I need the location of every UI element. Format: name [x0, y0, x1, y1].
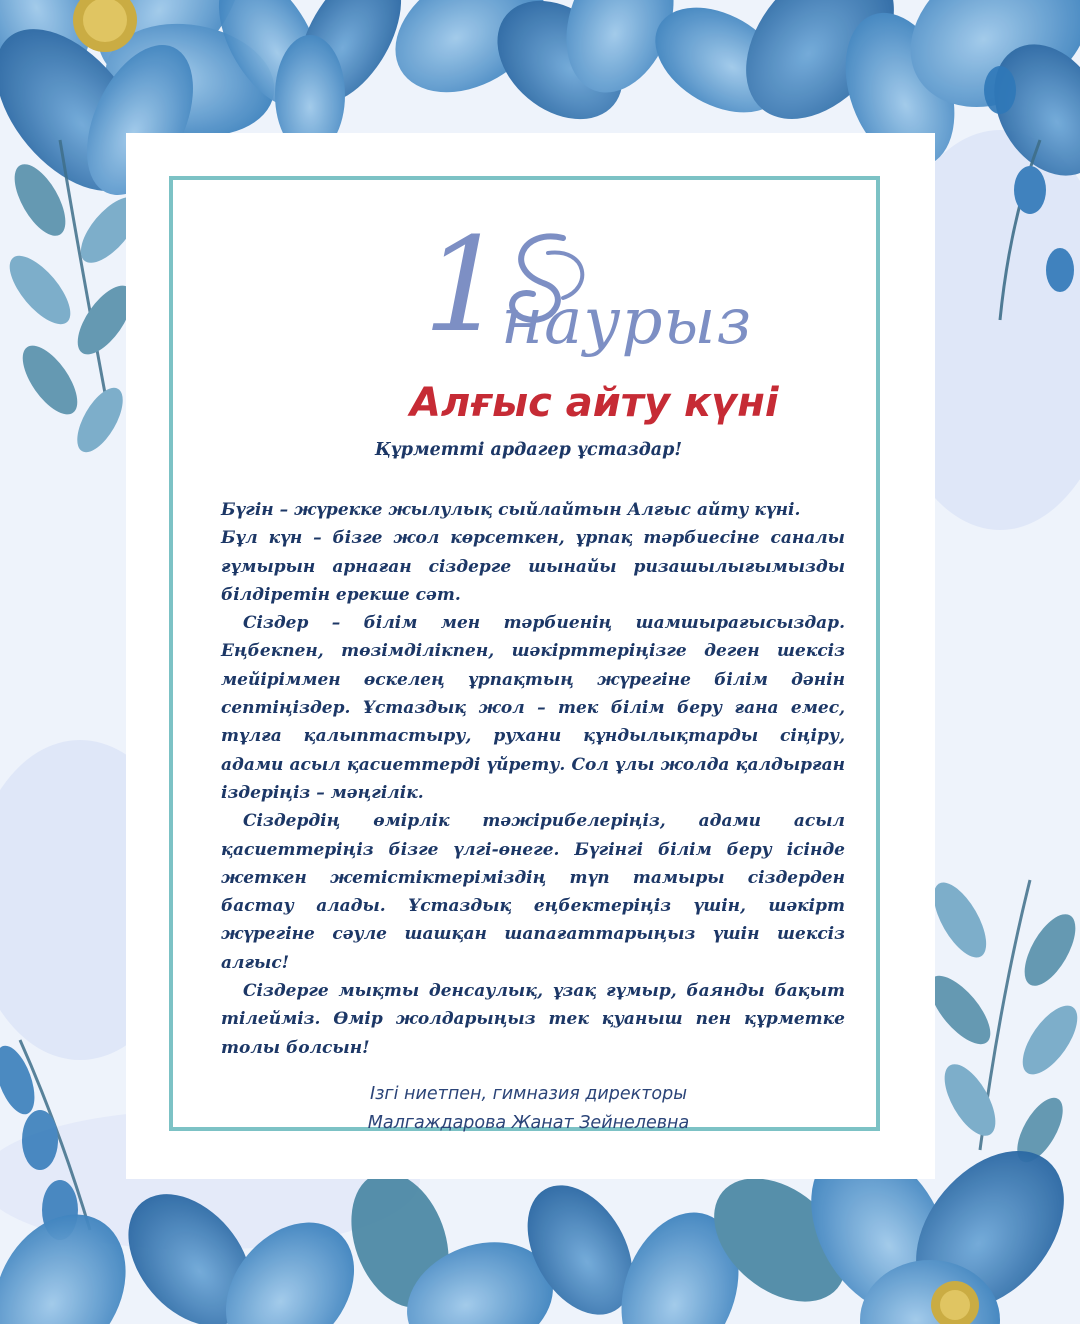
- logo-holiday-name: Алғыс айту күні: [410, 380, 779, 426]
- signature-name: Малгаждарова Жанат Зейнелевна: [367, 1113, 690, 1133]
- logo-day-number: 1: [423, 209, 506, 361]
- signature-title: Ізгі ниетпен, гимназия директоры: [369, 1084, 688, 1104]
- paragraph-3: Сіздер – білім мен тәрбиенің шамшырағысыздар. Еңбекпен, төзімділікпен, шәкірттеріңізге деген шексіз мейіріммен өскелең ұрпақтың жүрегіне білім дәнін септіңіздер. Ұстаздық жол – тек білім беру ғана емес, тұлға қалыптастыру, рухани құндылықтарды сіңіру, адами асыл қасиеттерді үйрету. Сол ұлы жолда қалдырған іздеріңіз – мәңгілік.: [221, 613, 845, 803]
- letter-body: [221, 496, 845, 1062]
- paragraph-2: Бұл күн – бізге жол көрсеткен, ұрпақ тәрбиесіне саналы ғұмырын арнаған сіздерге шынайы ризашылығымызды білдіретін ерекше сәт.: [221, 528, 845, 605]
- logo-month: наурыз: [501, 285, 753, 359]
- paragraph-5: Сіздерге мықты денсаулық, ұзақ ғұмыр, баянды бақыт тілейміз. Өмір жолдарыңыз тек қуаныш пен құрметке толы болсын!: [221, 981, 845, 1058]
- letter-greeting: Құрметті ардагер ұстаздар!: [374, 440, 683, 460]
- paragraph-1: Бүгін – жүрекке жылулық сыйлайтын Алғыс айту күні.: [221, 500, 801, 520]
- letter-card: [126, 133, 935, 1179]
- letter-frame: [169, 176, 880, 1131]
- signature-block: [173, 1080, 884, 1138]
- holiday-logo: [363, 209, 783, 428]
- paragraph-4: Сіздердің өмірлік тәжірибелеріңіз, адами асыл қасиеттеріңіз бізге үлгі-өнеге. Бүгінгі білім беру ісінде жеткен жетістіктеріміздің түп тамыры сіздерден бастау алады. Ұстаздық еңбектеріңіз үшін, шәкірт жүрегіне сәуле шашқан шапағаттарыңыз үшін шексіз алғыс!: [221, 811, 845, 973]
